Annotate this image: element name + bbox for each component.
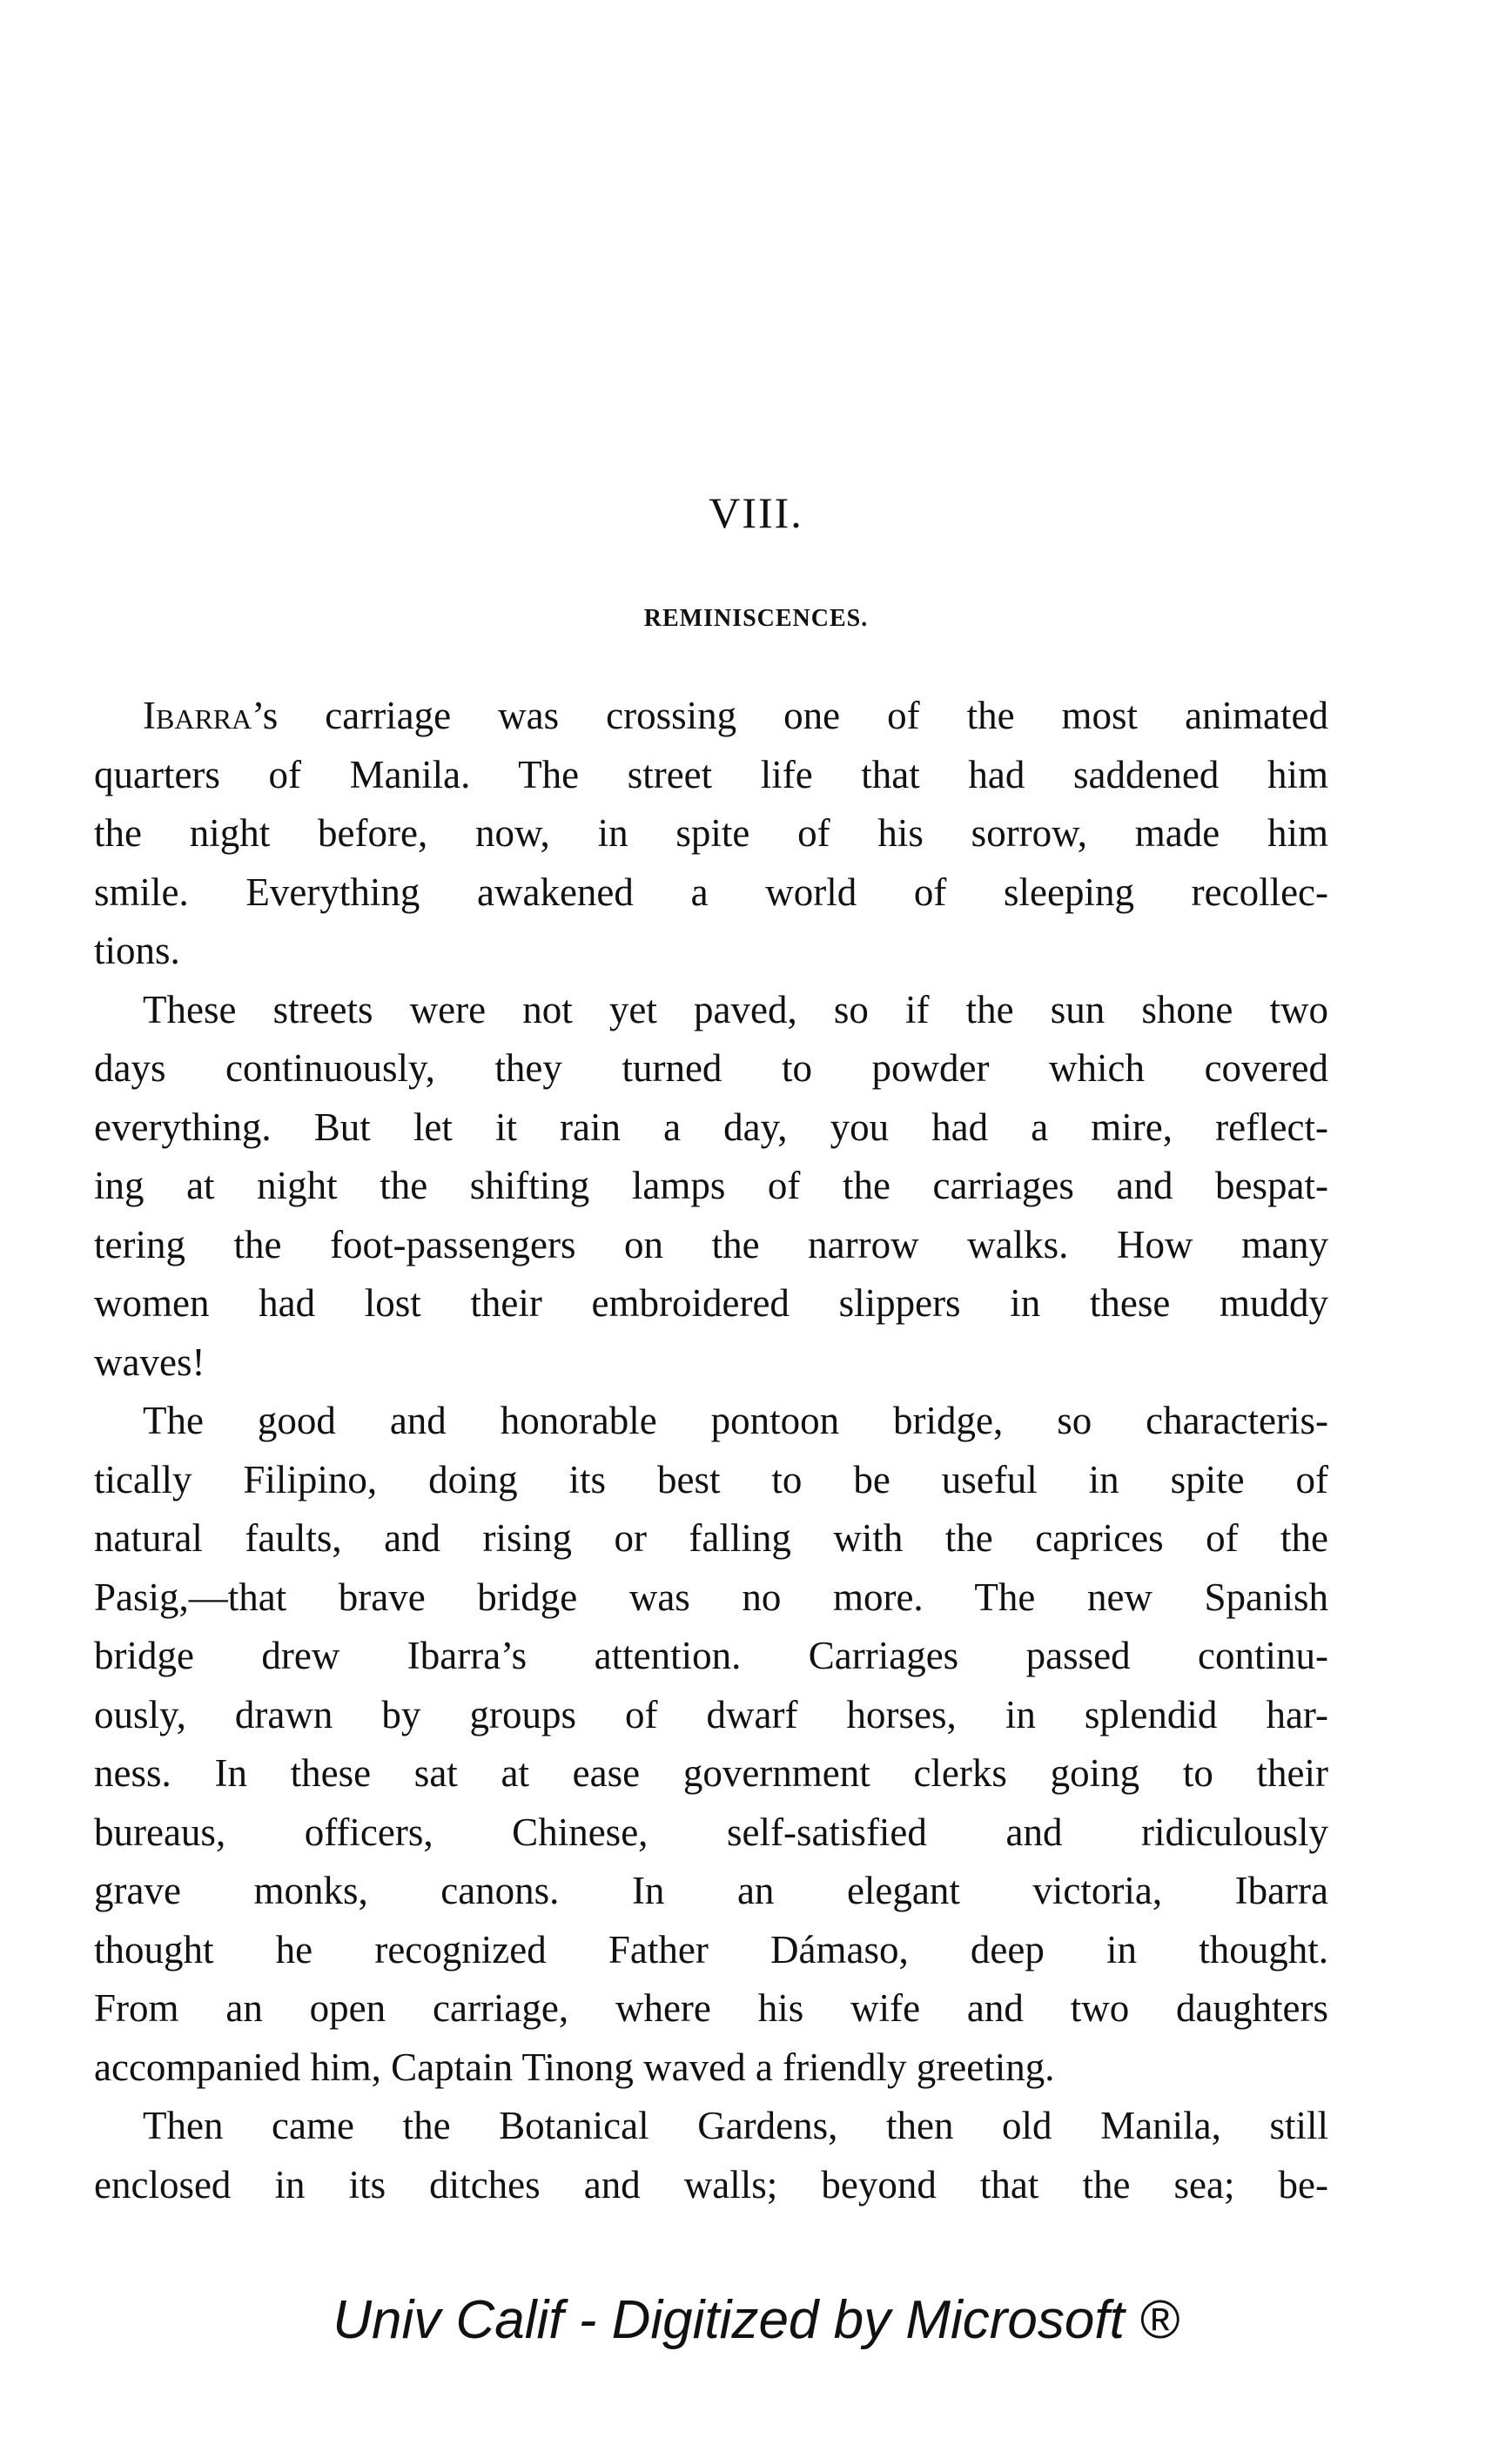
- line-text: ing at night the shifting lamps of the carriages and bespat-: [94, 1164, 1328, 1207]
- text-line: [94, 1333, 1328, 1393]
- text-line: [94, 1216, 1328, 1275]
- line-text: everything. But let it rain a day, you had a mire, reflect-: [94, 1105, 1328, 1149]
- text-line: [94, 922, 1328, 981]
- text-line: [94, 1392, 1328, 1451]
- text-line: [94, 2156, 1328, 2215]
- line-text: accompanied him, Captain Tinong waved a friendly greeting.: [94, 2045, 1055, 2089]
- chapter-number: VIII.: [709, 488, 803, 537]
- text-line: [94, 863, 1328, 923]
- text-line: [94, 1157, 1328, 1216]
- text-line: [94, 1979, 1328, 2039]
- line-text: The good and honorable pontoon bridge, so characteris-: [143, 1399, 1328, 1442]
- text-line: [94, 746, 1328, 805]
- line-text: smile. Everything awakened a world of sleeping recollec-: [94, 870, 1328, 914]
- line-text: tically Filipino, doing its best to be useful in spite of: [94, 1457, 1328, 1501]
- text-line: [94, 981, 1328, 1040]
- text-line: [94, 1451, 1328, 1510]
- line-text: the night before, now, in spite of his sorrow, made him: [94, 811, 1328, 855]
- line-text: Then came the Botanical Gardens, then old Manila, still: [143, 2104, 1328, 2147]
- text-line: [94, 2097, 1328, 2156]
- line-text: From an open carriage, where his wife and two daughters: [94, 1986, 1328, 2030]
- line-text: thought he recognized Father Dámaso, deep in thought.: [94, 1927, 1328, 1971]
- line-text: ’s carriage was crossing one of the most animated: [252, 694, 1328, 737]
- text-line: [94, 2039, 1328, 2098]
- line-text: women had lost their embroidered slippers in these muddy: [94, 1281, 1328, 1325]
- text-line: [94, 1862, 1328, 1921]
- drop-word: Ibarra: [143, 694, 252, 737]
- line-text: ously, drawn by groups of dwarf horses, in splendid har-: [94, 1692, 1328, 1736]
- line-text: Pasig,—that brave bridge was no more. The new Spanish: [94, 1575, 1328, 1619]
- text-line: [94, 1686, 1328, 1745]
- body-text: [94, 687, 1328, 2214]
- text-line: [94, 1921, 1328, 1980]
- text-line: [94, 687, 1328, 746]
- text-line: [94, 1098, 1328, 1158]
- line-text: These streets were not yet paved, so if the sun shone two: [143, 987, 1328, 1031]
- text-line: [94, 1744, 1328, 1804]
- line-text: bureaus, officers, Chinese, self-satisfied and ridiculously: [94, 1810, 1328, 1854]
- line-text: ness. In these sat at ease government clerks going to their: [94, 1751, 1328, 1795]
- line-text: grave monks, canons. In an elegant victoria, Ibarra: [94, 1869, 1328, 1912]
- text-line: [94, 1627, 1328, 1686]
- line-text: bridge drew Ibarra’s attention. Carriages passed continu-: [94, 1634, 1328, 1677]
- line-text: tering the foot-passengers on the narrow walks. How many: [94, 1222, 1328, 1266]
- digitization-watermark: Univ Calif - Digitized by Microsoft ®: [333, 2290, 1179, 2350]
- line-text: enclosed in its ditches and walls; beyond that the sea; be-: [94, 2162, 1328, 2207]
- text-line: [94, 1274, 1328, 1333]
- text-line: [94, 1804, 1328, 1863]
- line-text: natural faults, and rising or falling with the caprices of the: [94, 1516, 1328, 1560]
- line-text: tions.: [94, 929, 180, 972]
- line-text: quarters of Manila. The street life that had saddened him: [94, 752, 1328, 796]
- text-line: [94, 1509, 1328, 1568]
- text-line: [94, 1039, 1328, 1098]
- line-text: days continuously, they turned to powder which covered: [94, 1046, 1328, 1090]
- line-text: waves!: [94, 1340, 205, 1384]
- chapter-title: REMINISCENCES.: [643, 605, 869, 632]
- text-line: [94, 1568, 1328, 1628]
- text-line: [94, 804, 1328, 863]
